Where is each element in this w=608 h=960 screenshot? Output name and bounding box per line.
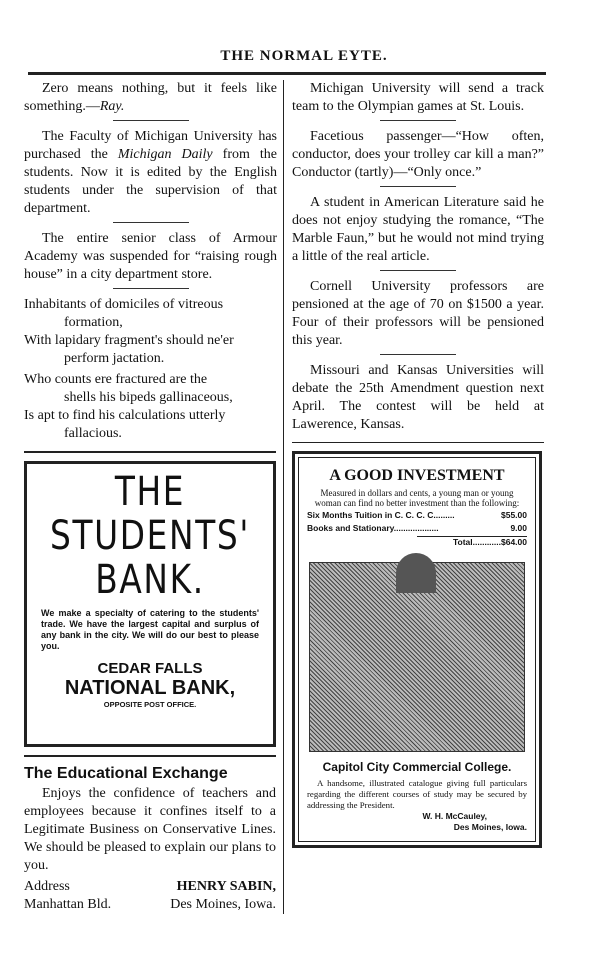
bank-name: NATIONAL BANK,	[64, 677, 236, 699]
verse-line: Inhabitants of domiciles of vitreous	[24, 297, 224, 312]
educational-exchange-ad	[24, 765, 276, 914]
section-rule	[292, 442, 544, 443]
bank-name: CEDAR FALLS	[97, 660, 203, 677]
cost-label: Total	[452, 537, 473, 547]
verse-line: Is apt to find his calculations utterly	[24, 408, 226, 423]
ad-body: Enjoys the confidence of teachers and employees because it confines itself to a Legitimate Business on Conservative Lines. We should be pleased to explain our plans to you.	[24, 786, 276, 873]
item-michigan-daily	[24, 128, 277, 218]
item-zero	[24, 80, 277, 116]
president-name: W. H. McCauley,	[422, 811, 487, 821]
separator	[380, 270, 456, 271]
separator	[113, 222, 189, 223]
ad-address	[24, 896, 276, 914]
leader-dots: ........	[435, 510, 455, 520]
left-column	[24, 80, 284, 914]
verse	[24, 296, 277, 443]
separator	[113, 288, 189, 289]
ad-title: A GOOD INVESTMENT	[329, 467, 505, 484]
cost-amount: $64.00	[501, 537, 527, 547]
verse-line: fallacious.	[64, 426, 122, 441]
section-rule	[24, 755, 276, 757]
ad-headline: BANK.	[95, 557, 205, 603]
college-advertisement	[292, 451, 542, 848]
ad-intro: Measured in dollars and cents, a young man or young woman can find no better investment than the following:	[314, 488, 520, 508]
building: Manhattan Bld.	[24, 897, 112, 912]
verse-line: perform jactation.	[64, 351, 165, 366]
cost-row	[307, 523, 527, 534]
bank-advertisement	[24, 461, 276, 747]
section-rule	[24, 451, 276, 453]
college-building-illustration	[309, 562, 525, 752]
cost-row	[307, 510, 527, 521]
item-text: Zero means nothing, but it feels like something.—	[24, 81, 277, 114]
news-item: Cornell University professors are pensioned at the age of 70 on $1500 a year. Four of their professors will be pensioned this year.	[292, 279, 544, 348]
news-item: Facetious passenger—“How often, conductor, does your trolley car kill a man?” Conductor (tartly)—“Only once.”	[292, 129, 544, 180]
ad-title: The Educational Exchange	[24, 765, 228, 782]
leader-dots: ............	[472, 537, 501, 547]
ad-headline: STUDENTS'	[49, 513, 251, 559]
news-item: A student in American Literature said he does not enjoy studying the romance, “The Marble Faun,” but he would not mind trying a little of the real article.	[292, 195, 544, 264]
right-column-text	[292, 80, 544, 434]
cost-row-total	[417, 536, 527, 548]
item-author: Ray.	[99, 99, 125, 114]
right-column	[292, 80, 544, 848]
news-item: Missouri and Kansas Universities will debate the 25th Amendment question next April. The contest will be held at Lawerence, Kansas.	[292, 363, 544, 432]
ad-headline: THE	[114, 469, 186, 515]
city: Des Moines, Iowa.	[453, 822, 527, 832]
header-rule	[28, 72, 546, 75]
bank-location: OPPOSITE POST OFFICE.	[103, 700, 197, 709]
verse-line: shells his bipeds gallinaceous,	[64, 390, 233, 405]
separator	[113, 120, 189, 121]
address-label: Address	[24, 879, 70, 894]
separator	[380, 186, 456, 187]
left-column-text	[24, 80, 277, 443]
city: Des Moines, Iowa.	[170, 897, 276, 912]
item-text: The Faculty of Michigan University has purchased the	[24, 129, 277, 162]
contact-name: HENRY SABIN,	[176, 879, 276, 894]
page-header: THE NORMAL EYTE.	[220, 48, 388, 64]
verse-line: formation,	[64, 315, 123, 330]
cost-label: Six Months Tuition in C. C. C. C.	[307, 510, 436, 520]
verse-line: Who counts ere fractured are the	[24, 372, 208, 387]
separator	[380, 354, 456, 355]
separator	[380, 120, 456, 121]
ad-body: We make a specialty of catering to the students' trade. We have the largest capital and surplus of any bank in the city. We will do our best to please you.	[41, 608, 259, 651]
item-text: from the students. Now it is edited by the English students under the supervision of that department.	[24, 147, 277, 216]
ad-body: A handsome, illustrated catalogue giving full particulars regarding the different courses of study may be secured by addressing the President.	[307, 778, 527, 810]
item-armour: The entire senior class of Armour Academy was suspended for “raising rough house” in a city department store.	[24, 231, 277, 282]
verse-line: With lapidary fragment's should ne'er	[24, 333, 234, 348]
ad-address	[24, 878, 276, 896]
news-item: Michigan University will send a track team to the Olympian games at St. Louis.	[292, 81, 544, 114]
item-italic: Michigan Daily	[117, 147, 213, 162]
cost-amount: 9.00	[510, 523, 527, 533]
cost-label: Books and Stationary	[307, 523, 394, 533]
cost-amount: $55.00	[501, 510, 527, 520]
leader-dots: ...................	[393, 523, 439, 533]
college-name: Capitol City Commercial College.	[322, 760, 512, 774]
